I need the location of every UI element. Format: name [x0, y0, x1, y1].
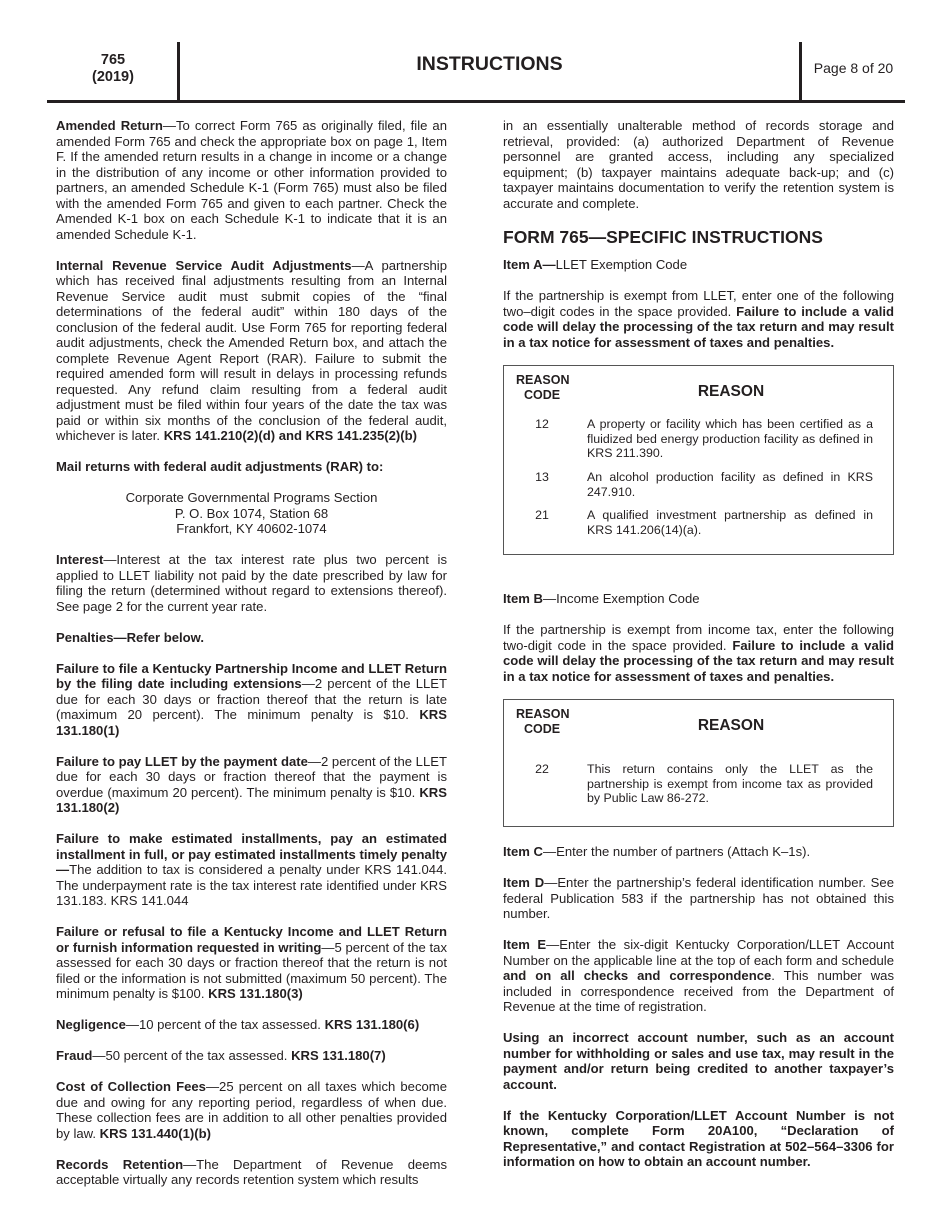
table-code-header: REASON CODE — [516, 707, 570, 736]
reason-code: 12 — [535, 417, 549, 431]
records-retention-paragraph: Records Retention—The Department of Revenue deems acceptable virtually any records retention system which results — [56, 1156, 447, 1187]
penalties-heading: Penalties—Refer below. — [56, 629, 204, 645]
interest-paragraph: Interest—Interest at the tax interest rate plus two percent is applied to LLET liability not paid by the date prescribed by law for filing the return (determined without regard to extensions thereof). See page 2 for the current year rate. — [56, 552, 447, 614]
amended-return-paragraph: Amended Return—To correct Form 765 as originally filed, file an amended Form 765 and check the appropriate box on page 1, Item F. If the amended return results in a change in income or a change in the distribution of any income or other information provided to partners, an amended Schedule K-1 (Form 765) must also be filed with the amended Form 765 and given to each partner. Check the Amended K-1 box on each Schedule K-1 to indicate that it is an amended Schedule K-1. — [56, 118, 447, 242]
llet-exemption-code-table — [503, 365, 894, 555]
reason-text: A property or facility which has been certified as a fluidized bed energy production facility as defined in KRS 211.390. — [587, 417, 873, 461]
reason-code: 13 — [535, 470, 549, 484]
right-column — [503, 118, 894, 1170]
irs-audit-paragraph: Internal Revenue Service Audit Adjustments—A partnership which has received final adjustments resulting from an Internal Revenue Service audit must submit copies of the “final determinations of the federal audit” within 180 days of the conclusion of the federal audit. Use Form 765 for reporting federal audit adjustments, check the Amended Return box, and attach the complete Revenue Agent Report (RAR). Failure to submit the required amended form will result in delays in processing refunds requested. Any refund claim resulting from a federal audit adjustment must be filed within four years of the date the tax was paid or within six months of the conclusion of the federal audit, whichever is later. KRS 141.210(2)(d) and KRS 141.235(2)(b) — [56, 257, 448, 443]
unknown-account-warning: If the Kentucky Corporation/LLET Account Number is not known, complete Form 20A100, “Declaration of Representative,” and contact Registration at 502–564–3306 for information on how to obtain an account number. — [503, 1107, 894, 1169]
table-reason-header: REASON — [697, 383, 765, 400]
left-column — [56, 118, 447, 1188]
page-header — [0, 0, 950, 103]
reason-text: An alcohol production facility as defined in KRS 247.910. — [587, 470, 873, 499]
page-number: Page 8 of 20 — [813, 60, 894, 76]
reason-text: A qualified investment partnership as defined in KRS 141.206(14)(a). — [587, 508, 873, 537]
table-reason-header: REASON — [697, 717, 765, 734]
item-d-paragraph: Item D—Enter the partnership’s federal identification number. See federal Publication 583 if the partnership has not obtained this number. — [503, 875, 894, 921]
collection-fees-paragraph: Cost of Collection Fees—25 percent on all taxes which become due and owing for any reporting period, regardless of when due. These collection fees are in addition to all other penalties provided by law. KRS 131.440(1)(b) — [56, 1079, 447, 1141]
fraud-paragraph: Fraud—50 percent of the tax assessed. KRS 131.180(7) — [56, 1048, 386, 1063]
records-retention-continued: in an essentially unalterable method of records storage and retrieval, provided: (a) authorized Department of Revenue personnel are granted access, including any specialized equipment; (b) taxpayer maintains adequate back-up; and (c) taxpayer maintains documentation to verify the retention system is accurate and complete. — [503, 118, 894, 211]
estimated-installments-paragraph: Failure to make estimated installments, pay an estimated installment in full, or pay estimated installments timely penalty—The addition to tax is considered a penalty under KRS 141.044. The underpayment rate is the tax interest rate identified under KRS 131.183. KRS 141.044 — [56, 831, 447, 908]
failure-to-pay-paragraph: Failure to pay LLET by the payment date—2 percent of the LLET due for each 30 days or fraction thereof that the payment is overdue (maximum 20 percent). The minimum penalty is $10. KRS 131.180(2) — [56, 753, 447, 815]
reason-code: 22 — [535, 762, 549, 776]
form-id — [60, 52, 166, 86]
header-rule — [47, 100, 905, 103]
item-b-paragraph: If the partnership is exempt from income tax, enter the following two-digit code in the space provided. Failure to include a valid code will delay the processing of the tax return and may result in a tax notice for assessment of taxes and penalties. — [503, 622, 894, 684]
form-year: (2019) — [92, 69, 134, 85]
item-a-paragraph: If the partnership is exempt from LLET, enter one of the following two–digit codes in the space provided. Failure to include a valid code will delay the processing of the tax return and may result in a tax notice for assessment of taxes and penalties. — [503, 288, 894, 350]
failure-to-file-paragraph: Failure to file a Kentucky Partnership Income and LLET Return by the filing date including extensions—2 percent of the LLET due for each 30 days or fraction thereof that the return is late (maximum 20 percent). The minimum penalty is $10. KRS 131.180(1) — [56, 660, 447, 738]
form-number: 765 — [100, 52, 126, 68]
negligence-paragraph: Negligence—10 percent of the tax assessed. KRS 131.180(6) — [56, 1017, 420, 1032]
item-e-paragraph: Item E—Enter the six-digit Kentucky Corporation/LLET Account Number on the applicable line at the top of each form and schedule and on all checks and correspondence. This number was included in correspondence received from the Department of Revenue at the time of registration. — [503, 937, 894, 1014]
incorrect-account-warning: Using an incorrect account number, such as an account number for withholding or sales and use tax, may result in the payment and/or return being credited to another taxpayer’s account. — [503, 1030, 894, 1092]
item-a-heading: Item A—LLET Exemption Code — [503, 257, 688, 272]
amended-lead: Amended Return — [56, 118, 163, 133]
mailing-address: Corporate Governmental Programs Section P. O. Box 1074, Station 68 Frankfort, KY 40602-1074 — [125, 490, 378, 536]
page-title: INSTRUCTIONS — [416, 53, 563, 75]
failure-refusal-paragraph: Failure or refusal to file a Kentucky Income and LLET Return or furnish information requested in writing—5 percent of the tax assessed for each 30 days or fraction thereof that the return is not filed or the information is not submitted (maximum 50 percent). The minimum penalty is $100. KRS 131.180(3) — [56, 924, 447, 1001]
item-b-heading: Item B—Income Exemption Code — [503, 591, 700, 606]
section-heading: FORM 765—SPECIFIC INSTRUCTIONS — [503, 227, 823, 247]
table-code-header: REASON CODE — [516, 373, 570, 402]
reason-code: 21 — [535, 508, 549, 522]
item-c-paragraph: Item C—Enter the number of partners (Attach K–1s). — [503, 844, 811, 859]
mail-heading: Mail returns with federal audit adjustments (RAR) to: — [56, 459, 384, 474]
reason-text: This return contains only the LLET as the partnership is exempt from income tax as provided by Public Law 86-272. — [587, 762, 873, 806]
income-exemption-code-table — [503, 699, 894, 827]
